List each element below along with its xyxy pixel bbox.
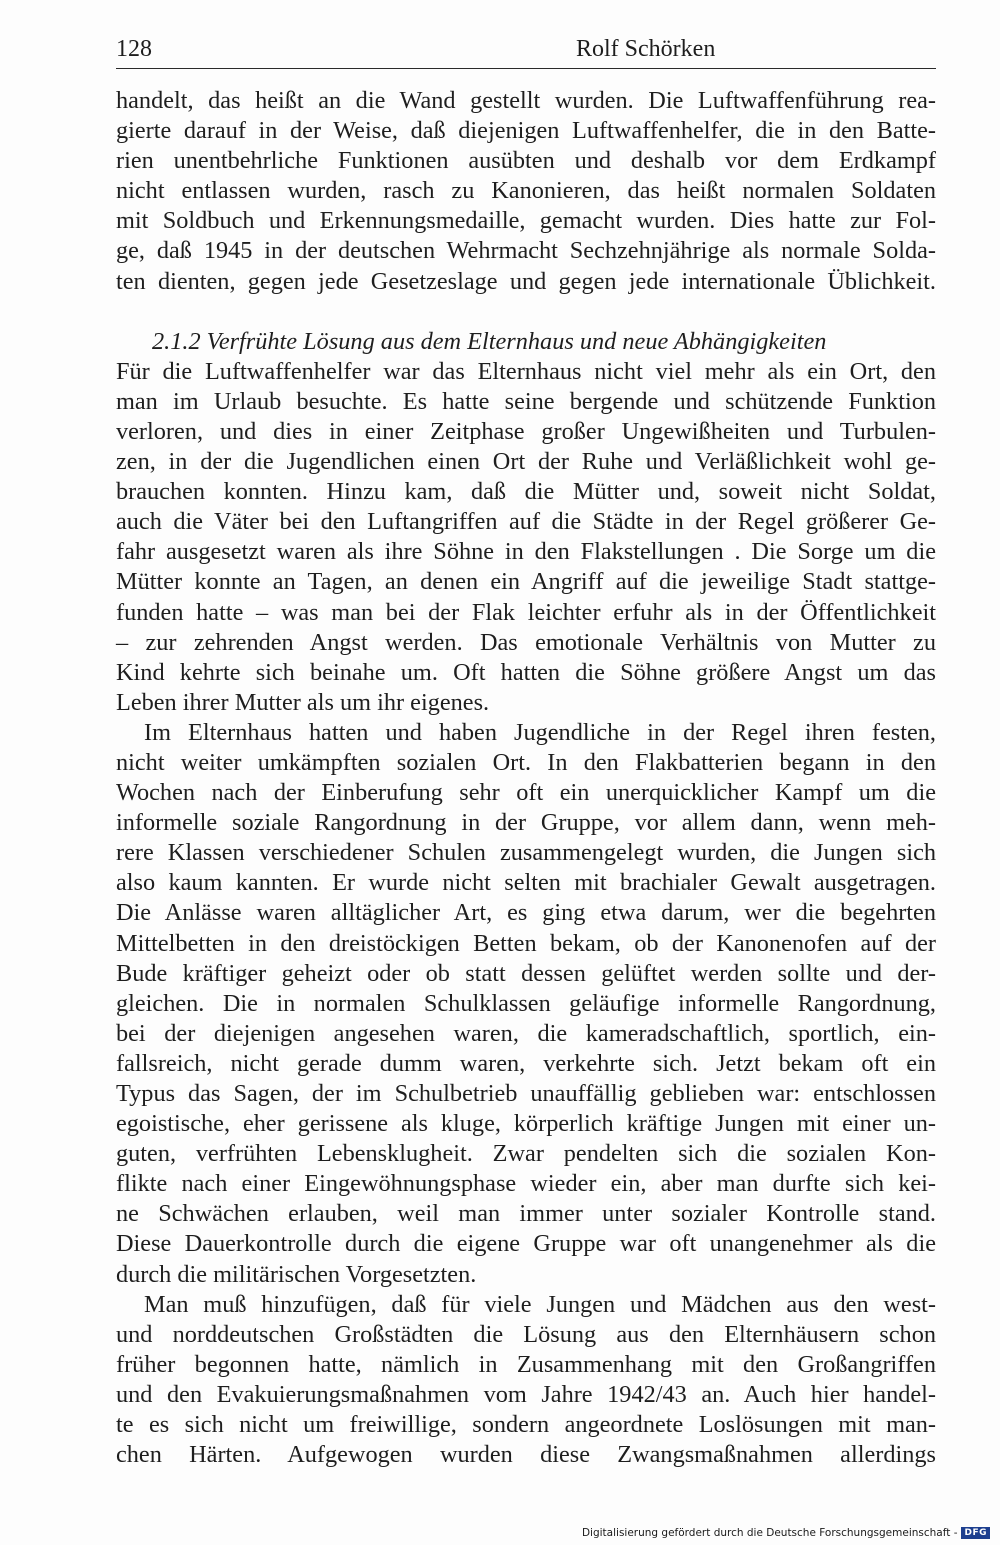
text-line: Die Anlässe waren alltäglicher Art, es ging etwa darum, wer die begehrten xyxy=(116,899,936,927)
text-line: Mütter konnte an Tagen, an denen ein Angriff auf die jeweilige Stadt stattge- xyxy=(116,568,936,596)
text-line: bei der diejenigen angesehen waren, die kameradschaftlich, sportlich, ein- xyxy=(116,1019,936,1047)
section-heading: 2.1.2 Verfrühte Lösung aus dem Elternhaus und neue Abhängigkeiten xyxy=(152,327,827,355)
paragraph xyxy=(116,718,936,1290)
text-line: Typus das Sagen, der im Schulbetrieb unauffällig geblieben war: entschlossen xyxy=(116,1080,936,1107)
paragraph xyxy=(116,357,936,718)
text-line: – zur zehrenden Angst werden. Das emotionale Verhältnis von Mutter zu xyxy=(116,628,936,656)
text-line: Für die Luftwaffenhelfer war das Elternhaus nicht viel mehr als ein Ort, den xyxy=(116,357,936,385)
text-line: und norddeutschen Großstädten die Lösung aus den Elternhäusern schon xyxy=(116,1320,936,1348)
text-line: nicht entlassen wurden, rasch zu Kanonieren, das heißt normalen Soldaten xyxy=(116,177,936,205)
text-line: handelt, das heißt an die Wand gestellt wurden. Die Luftwaffenführung rea- xyxy=(116,87,936,114)
text-line: nicht weiter umkämpften sozialen Ort. In den Flakbatterien begann in den xyxy=(116,748,936,776)
text-line: ten dienten, gegen jede Gesetzeslage und gegen jede internationale Üblichkeit. xyxy=(116,267,936,295)
text-line: man im Urlaub besuchte. Es hatte seine bergende und schützende Funktion xyxy=(116,387,936,415)
text-line: fahr ausgesetzt waren als ihre Söhne in den Flakstellungen . Die Sorge um die xyxy=(116,538,936,566)
text-line: verloren, und dies in einer Zeitphase großer Ungewißheiten und Turbulen- xyxy=(116,417,936,445)
text-line: zen, in der die Jugendlichen einen Ort der Ruhe und Verläßlichkeit wohl ge- xyxy=(116,448,936,476)
digitization-footer xyxy=(582,1527,990,1539)
page-header xyxy=(116,36,936,69)
text-line: Man muß hinzufügen, daß für viele Jungen und Mädchen aus den west- xyxy=(144,1290,936,1318)
footer-text: Digitalisierung gefördert durch die Deutsche Forschungsgemeinschaft - xyxy=(581,1527,958,1539)
text-line: durch die militärischen Vorgesetzten. xyxy=(116,1260,477,1288)
text-line: te es sich nicht um freiwillige, sondern angeordnete Loslösungen mit man- xyxy=(116,1411,936,1439)
text-line: Im Elternhaus hatten und haben Jugendliche in der Regel ihren festen, xyxy=(144,718,936,746)
text-line: also kaum kannten. Er wurde nicht selten mit brachialer Gewalt ausgetragen. xyxy=(116,869,936,897)
text-line: Bude kräftiger geheizt oder ob statt dessen gelüftet werden sollte und der- xyxy=(116,959,936,987)
text-line: flikte nach einer Eingewöhnungsphase wieder ein, aber man durfte sich kei- xyxy=(116,1170,936,1198)
text-line: Leben ihrer Mutter als um ihr eigenes. xyxy=(116,688,490,716)
text-line: brauchen konnten. Hinzu kam, daß die Mütter und, soweit nicht Soldat, xyxy=(116,478,936,506)
text-line: ne Schwächen erlauben, weil man immer unter sozialer Kontrolle stand. xyxy=(116,1200,936,1228)
running-head-author: Rolf Schörken xyxy=(576,36,716,62)
text-line: Mittelbetten in den dreistöckigen Betten bekam, ob der Kanonenofen auf der xyxy=(116,929,936,957)
text-line: guten, verfrühten Lebensklugheit. Zwar pendelten sich die sozialen Kon- xyxy=(116,1140,936,1168)
text-line: Kind kehrte sich beinahe um. Oft hatten die Söhne größere Angst um das xyxy=(116,658,936,686)
text-line: rere Klassen verschiedener Schulen zusammengelegt wurden, die Jungen sich xyxy=(116,839,936,867)
text-line: und den Evakuierungsmaßnahmen vom Jahre 1942/43 an. Auch hier handel- xyxy=(116,1380,936,1408)
text-line: früher begonnen hatte, nämlich in Zusammenhang mit den Großangriffen xyxy=(116,1350,936,1378)
text-line: Wochen nach der Einberufung sehr oft ein unerquicklicher Kampf um die xyxy=(116,779,936,807)
text-line: Diese Dauerkontrolle durch die eigene Gruppe war oft unangenehmer als die xyxy=(116,1230,936,1258)
page-number: 128 xyxy=(116,36,152,62)
text-line: informelle soziale Rangordnung in der Gruppe, vor allem dann, wenn meh- xyxy=(116,809,936,837)
paragraph-continued xyxy=(116,86,936,297)
text-line: rien unentbehrliche Funktionen ausübten und deshalb vor dem Erdkampf xyxy=(116,147,936,175)
paragraph xyxy=(116,1290,936,1471)
text-line: ge, daß 1945 in der deutschen Wehrmacht Sechzehnjährige als normale Solda- xyxy=(116,237,936,265)
text-line: egoistische, eher gerissene als kluge, körperlich kräftige Jungen mit einer un- xyxy=(116,1110,936,1138)
text-line: fallsreich, nicht gerade dumm waren, verkehrte sich. Jetzt bekam oft ein xyxy=(116,1049,936,1077)
body-text xyxy=(116,86,936,1470)
text-line: funden hatte – was man bei der Flak leichter erfuhr als in der Öffentlichkeit xyxy=(116,598,936,626)
text-line: mit Soldbuch und Erkennungsmedaille, gemacht wurden. Dies hatte zur Fol- xyxy=(116,207,936,235)
text-line: chen Härten. Aufgewogen wurden diese Zwangsmaßnahmen allerdings xyxy=(116,1441,936,1469)
text-line: gleichen. Die in normalen Schulklassen geläufige informelle Rangordnung, xyxy=(116,989,936,1017)
text-line: auch die Väter bei den Luftangriffen auf die Städte in der Regel größerer Ge- xyxy=(116,508,936,536)
text-line: gierte darauf in der Weise, daß diejenigen Luftwaffenhelfer, die in den Batte- xyxy=(116,117,936,145)
dfg-logo: DFG xyxy=(961,1527,990,1539)
